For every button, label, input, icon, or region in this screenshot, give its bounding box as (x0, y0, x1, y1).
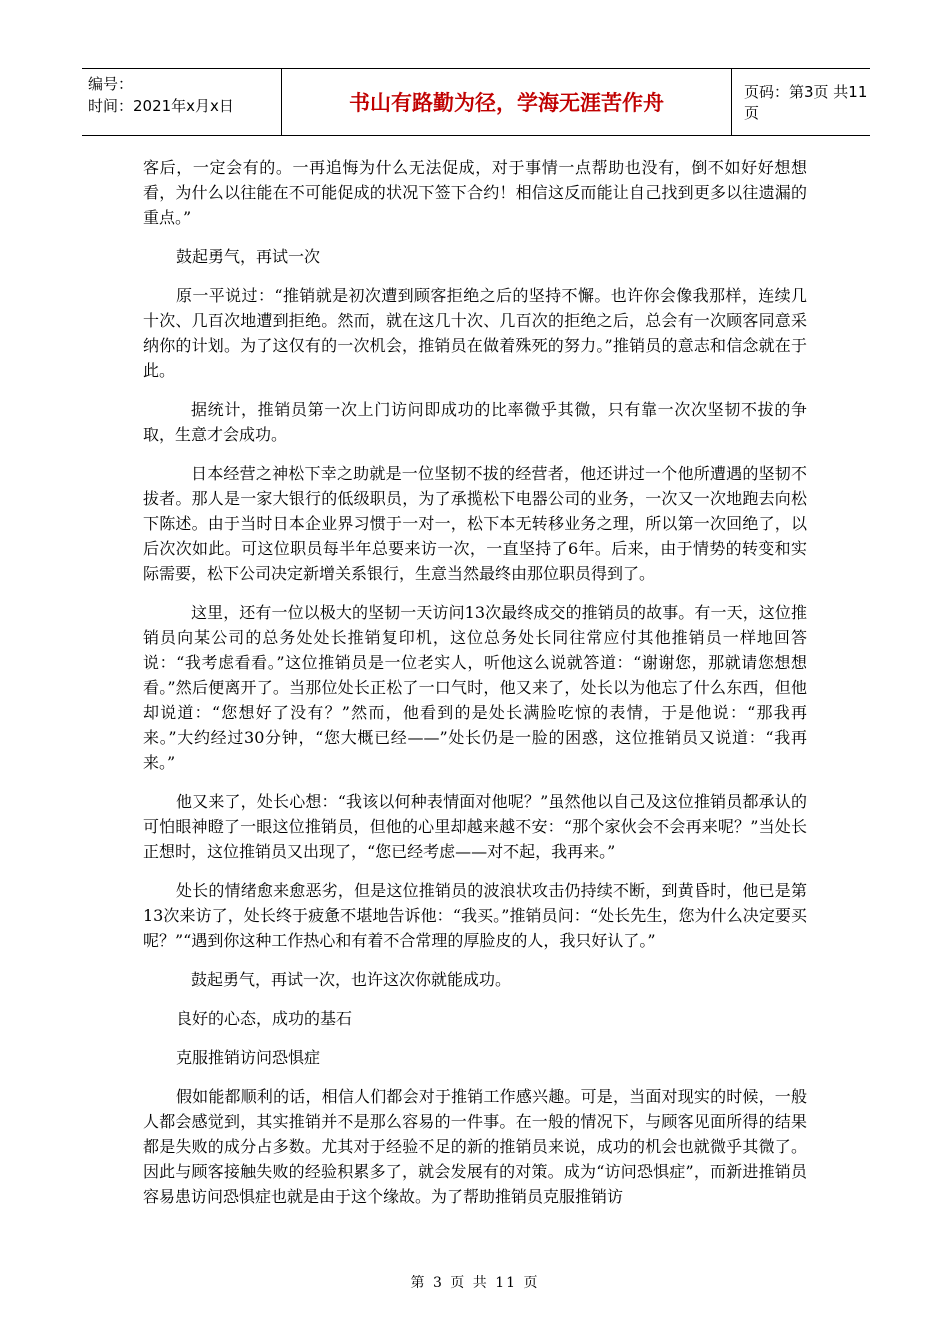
document-body (143, 155, 807, 1223)
header-page-label: 页码：第3页 共11页 (744, 83, 868, 122)
paragraph: 鼓起勇气，再试一次，也许这次你就能成功。 (191, 970, 512, 989)
section-heading: 良好的心态，成功的基石 (176, 1009, 353, 1028)
document-number-label: 编号： (88, 75, 134, 93)
paragraph: 假如能都顺利的话，相信人们都会对于推销工作感兴趣。可是，当面对现实的时候，一般人都会感觉到，其实推销并不是那么容易的一件事。在一般的情况下，与顾客见面所得的结果都是失败的成分占多数。尤其对于经验不足的新的推销员来说，成功的机会也就微乎其微了。因此与顾客接触失败的经验积累多了，就会发展有的对策。成为“访问恐惧症”，而新进推销员容易患访问恐惧症也就是由于这个缘故。为了帮助推销员克服推销访 (143, 1087, 807, 1206)
section-heading: 克服推销访问恐惧症 (176, 1048, 321, 1067)
paragraph: 日本经营之神松下幸之助就是一位坚韧不拔的经营者，他还讲过一个他所遭遇的坚韧不拔者。那人是一家大银行的低级职员，为了承揽松下电器公司的业务，一次又一次地跑去向松下陈述。由于当时日本企业界习惯于一对一，松下本无转移业务之理，所以第一次回绝了，以后次次如此。可这位职员每半年总要来访一次，一直坚持了6年。后来，由于情势的转变和实际需要，松下公司决定新增关系银行，生意当然最终由那位职员得到了。 (143, 464, 807, 583)
paragraph: 处长的情绪愈来愈恶劣，但是这位推销员的波浪状攻击仍持续不断，到黄昏时，他已是第13次来访了，处长终于疲惫不堪地告诉他：“我买。”推销员问：“处长先生，您为什么决定要买呢？”“遇到你这种工作热心和有着不合常理的厚脸皮的人，我只好认了。” (143, 881, 807, 950)
paragraph: 他又来了，处长心想：“我该以何种表情面对他呢？”虽然他以自己及这位推销员都承认的可怕眼神瞪了一眼这位推销员，但他的心里却越来越不安：“那个家伙会不会再来呢？”当处长正想时，这位推销员又出现了，“您已经考虑——对不起，我再来。” (143, 792, 807, 861)
document-date-label: 时间：2021年x月x日 (88, 97, 234, 115)
header-meta (82, 69, 282, 135)
page-header (82, 68, 870, 136)
section-heading: 鼓起勇气，再试一次 (176, 247, 321, 266)
paragraph: 原一平说过：“推销就是初次遭到顾客拒绝之后的坚持不懈。也许你会像我那样，连续几十次、几百次地遭到拒绝。然而，就在这几十次、几百次的拒绝之后，总会有一次顾客同意采纳你的计划。为了这仅有的一次机会，推销员在做着殊死的努力。”推销员的意志和信念就在于此。 (143, 286, 807, 380)
paragraph: 这里，还有一位以极大的坚韧一天访问13次最终成交的推销员的故事。有一天，这位推销员向某公司的总务处处长推销复印机，这位总务处长同往常应付其他推销员一样地回答说：“我考虑看看。”这位推销员是一位老实人，听他这么说就答道：“谢谢您，那就请您想想看。”然后便离开了。当那位处长正松了一口气时，他又来了，处长以为他忘了什么东西，但他却说道：“您想好了没有？”然而，他看到的是处长满脸吃惊的表情，于是他说：“那我再来。”大约经过30分钟，“您大概已经——”处长仍是一脸的困惑，这位推销员又说道：“我再来。” (143, 603, 807, 772)
header-motto: 书山有路勤为径，学海无涯苦作舟 (282, 69, 732, 135)
paragraph: 客后，一定会有的。一再追悔为什么无法促成，对于事情一点帮助也没有，倒不如好好想想看，为什么以往能在不可能促成的状况下签下合约！相信这反而能让自己找到更多以往遗漏的重点。” (143, 158, 807, 227)
paragraph: 据统计，推销员第一次上门访问即成功的比率微乎其微，只有靠一次次坚韧不拔的争取，生意才会成功。 (143, 400, 807, 444)
page-footer: 第 3 页 共 11 页 (410, 1275, 540, 1291)
